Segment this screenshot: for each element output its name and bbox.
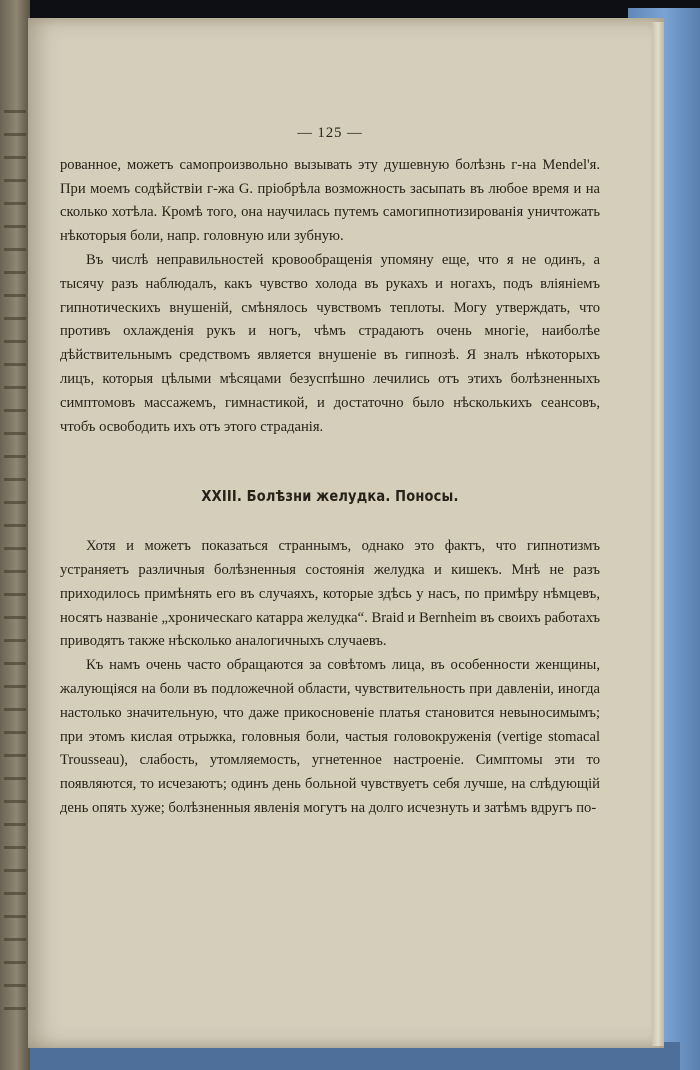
previous-page-edge [0,0,30,1070]
paragraph-continuation: рованное, можетъ самопроизвольно вызывать эту душевную болѣзнь г-на Mendel'я. При моемъ содѣйствіи г-жа G. пріобрѣла возможность засыпать въ любое время и на сколько хотѣла. Кромѣ того, она научилась путемъ самогипнотизированія уничтожать нѣкоторыя боли, напр. головную или зубную. [60,156,600,245]
paragraph-symptoms: Къ намъ очень часто обращаются за совѣтомъ лица, въ особенности женщины, жалующіяся на боли въ подложечной области, чувствительность при давленіи, иногда настолько значительную, что даже прикосновеніе платья становится невыносимымъ; при этомъ кислая отрыжка, головныя боли, частыя головокруженія (vertige stomacal Trousseau), слабость, утомляемость, угнетенное настроеніе. Симптомы эти то появляются, то исчезаютъ; одинъ день больной чувствуетъ себя лучше, на слѣдующій день опять хуже; болѣзненныя явленія могутъ на долго исчезнуть и затѣмъ вдругъ по- [60,657,600,816]
page-content [60,122,600,821]
previous-page-text-fragment [4,110,26,1010]
page-number: — 125 — [297,125,363,141]
paragraph-circulation: Въ числѣ неправильностей кровообращенія упомяну еще, что я не одинъ, а тысячу разъ наблюдалъ, какъ чувство холода въ рукахъ и ногахъ, подъ вліяніемъ гипнотическихъ внушеній, смѣнялось чувствомъ теплоты. Могу утверждать, что противъ охлажденія рукъ и ногъ, чѣмъ страдаютъ очень многіе, наиболѣе дѣйствительнымъ средствомъ является внушеніе въ гипнозѣ. Я зналъ нѣкоторыхъ лицъ, которыя цѣлыми мѣсяцами безуспѣшно лечились отъ этихъ болѣзненныхъ симптомовъ массажемъ, гимнастикой, и достаточно было нѣсколькихъ сеансовъ, чтобъ освободить ихъ отъ этого страданія. [60,251,600,435]
section-heading: XXIII. Болѣзни желудка. Поносы. [201,487,459,506]
book-page [28,18,664,1048]
paragraph-stomach-intro: Хотя и можетъ показаться страннымъ, однако это фактъ, что гипнотизмъ устраняетъ различныя болѣзненныя состоянія желудка и кишекъ. Мнѣ не разъ приходилось примѣнять его въ случаяхъ, которые здѣсь у насъ, по примѣру нѣмцевъ, носятъ названіе „хроническаго катарра желудка“. Braid и Bernheim въ своихъ работахъ приводятъ также нѣсколько аналогичныхъ случаевъ. [60,538,600,650]
page-stack-edge [652,22,664,1046]
